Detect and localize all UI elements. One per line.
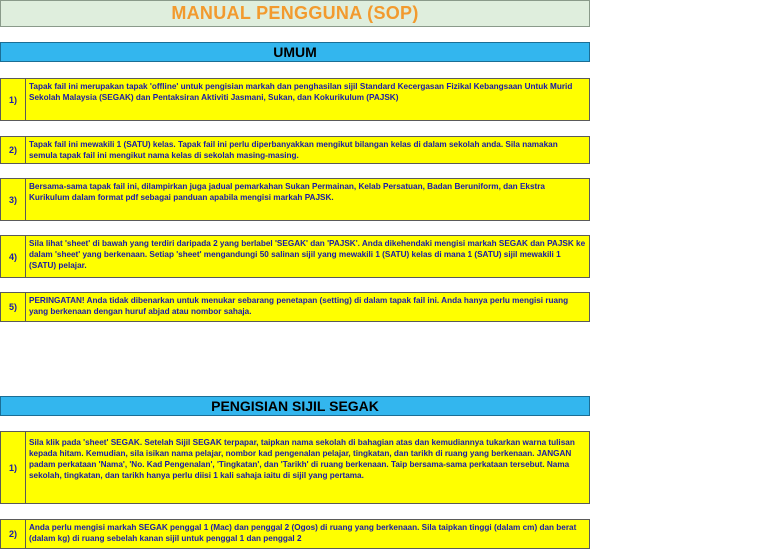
list-item[interactable] xyxy=(0,519,590,549)
item-text: Tapak fail ini mewakili 1 (SATU) kelas. Tapak fail ini perlu diperbanyakkan mengikut bilangan kelas di dalam sekolah anda. Sila namakan semula tapak fail ini mengikut nama kelas di sekolah masing-masing. xyxy=(29,140,558,160)
item-text: Sila lihat 'sheet' di bawah yang terdiri daripada 2 yang berlabel 'SEGAK' dan 'PAJSK'. Anda dikehendaki mengisi markah SEGAK dan PAJSK ke dalam 'sheet' yang berkenaan. Setiap 'sheet' mengandungi 50 salinan sijil yang mewakili 1 (SATU) kelas di mana 1 (SATU) sijil mewakili 1 (SATU) pelajar. xyxy=(29,239,586,270)
section-heading-umum: UMUM xyxy=(0,42,590,62)
item-text: Anda perlu mengisi markah SEGAK penggal 1 (Mac) dan penggal 2 (Ogos) di ruang yang berkenaan. Sila taipkan tinggi (dalam cm) dan berat (dalam kg) di ruang sebelah kanan sijil untuk penggal 1 dan penggal 2 xyxy=(29,523,577,543)
list-item[interactable] xyxy=(0,431,590,504)
item-text: Sila klik pada 'sheet' SEGAK. Setelah Sijil SEGAK terpapar, taipkan nama sekolah di bahagian atas dan kemudiannya tukarkan warna tulisan kepada hitam. Kemudian, sila isikan nama pelajar, nombor kad pengenalan pelajar, tingkatan, dan tarikh di ruang yang berkenaan. JANGAN padam perkataan 'Nama', 'No. Kad Pengenalan', 'Tingkatan', dan 'Tarikh' di ruang berkenaan. Taip bersama-sama perkataan tersebut. Nama sekolah, tingkatan, dan tarikh hanya perlu diisi 1 kali sahaja iaitu di sijil yang pertama. xyxy=(29,438,575,480)
list-item[interactable] xyxy=(0,136,590,164)
item-number: 5) xyxy=(1,293,26,321)
item-text: Tapak fail ini merupakan tapak 'offline' untuk pengisian markah dan penghasilan sijil Standard Kecergasan Fizikal Kebangsaan Untuk Murid Sekolah Malaysia (SEGAK) dan Pentaksiran Aktiviti Jasmani, Sukan, dan Kokurikulum (PAJSK) xyxy=(29,82,573,102)
list-item[interactable] xyxy=(0,78,590,121)
item-number: 1) xyxy=(1,432,26,503)
item-number: 4) xyxy=(1,236,26,277)
section-heading-pengisian-sijil-segak: PENGISIAN SIJIL SEGAK xyxy=(0,396,590,416)
list-item[interactable] xyxy=(0,235,590,278)
item-number: 2) xyxy=(1,520,26,548)
item-text: Bersama-sama tapak fail ini, dilampirkan juga jadual pemarkahan Sukan Permainan, Kelab Persatuan, Badan Beruniform, dan Ekstra Kurikulum dalam format pdf sebagai panduan apabila mengisi markah PAJSK. xyxy=(29,182,545,202)
list-item[interactable] xyxy=(0,292,590,322)
list-item[interactable] xyxy=(0,178,590,221)
page-title: MANUAL PENGGUNA (SOP) xyxy=(0,0,590,27)
item-number: 2) xyxy=(1,137,26,163)
item-text: PERINGATAN! Anda tidak dibenarkan untuk menukar sebarang penetapan (setting) di dalam tapak fail ini. Anda hanya perlu mengisi ruang yang berkenaan dengan huruf abjad atau nombor sahaja. xyxy=(29,296,569,316)
item-number: 3) xyxy=(1,179,26,220)
item-number: 1) xyxy=(1,79,26,120)
